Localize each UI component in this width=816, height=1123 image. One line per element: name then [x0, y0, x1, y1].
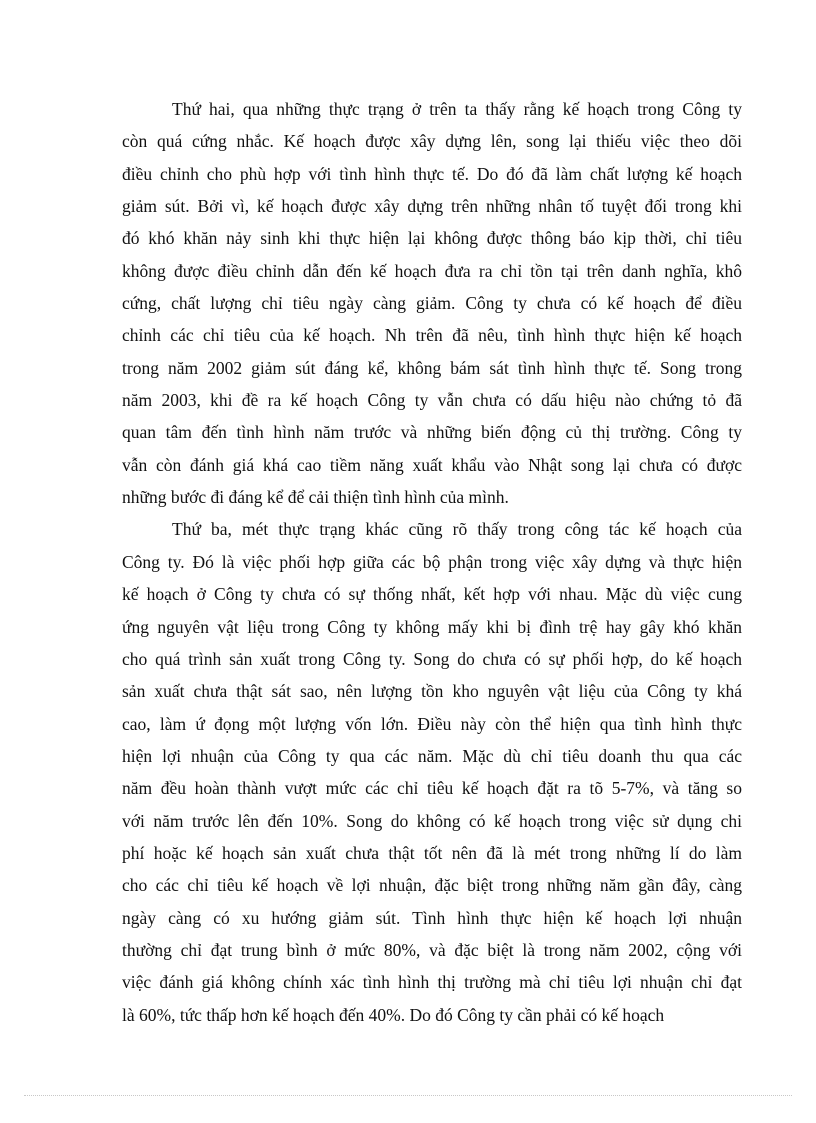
text-line: không được điều chỉnh dẫn đến kế hoạch đưa ra chỉ tồn tại trên danh nghĩa, khô: [122, 260, 742, 281]
text-line: giảm sút. Bởi vì, kế hoạch được xây dựng trên những nhân tố tuyệt đối trong khi: [122, 196, 742, 217]
body-text: [122, 93, 742, 1031]
text-line: đó khó khăn nảy sinh khi thực hiện lại không được thông báo kịp thời, chỉ tiêu: [122, 228, 742, 249]
text-line: Thứ hai, qua những thực trạng ở trên ta thấy rằng kế hoạch trong Công ty: [172, 99, 742, 119]
text-line: ngày càng có xu hướng giảm sút. Tình hình thực hiện kế hoạch lợi nhuận: [122, 907, 742, 928]
text-line: còn quá cứng nhắc. Kế hoạch được xây dựng lên, song lại thiếu việc theo dõi: [122, 131, 742, 152]
text-line: vẫn còn đánh giá khá cao tiềm năng xuất khẩu vào Nhật song lại chưa có được: [122, 454, 742, 475]
text-line: Công ty. Đó là việc phối hợp giữa các bộ phận trong việc xây dựng và thực hiện: [122, 551, 742, 572]
text-line: quan tâm đến tình hình năm trước và những biến động củ thị trường. Công ty: [122, 422, 742, 443]
paragraph-1: [122, 93, 742, 513]
text-line: những bước đi đáng kể để cải thiện tình hình của mình.: [122, 487, 509, 508]
footer-divider: [24, 1095, 792, 1096]
paragraph-2: [122, 513, 742, 1031]
text-line: cao, làm ứ đọng một lượng vốn lớn. Điều này còn thể hiện qua tình hình thực: [122, 713, 742, 734]
text-line: hiện lợi nhuận của Công ty qua các năm. Mặc dù chỉ tiêu doanh thu qua các: [122, 745, 742, 766]
text-line: thường chỉ đạt trung bình ở mức 80%, và đặc biệt là trong năm 2002, cộng với: [122, 939, 742, 960]
text-line: kế hoạch ở Công ty chưa có sự thống nhất, kết hợp với nhau. Mặc dù việc cung: [122, 584, 742, 605]
text-line: sản xuất chưa thật sát sao, nên lượng tồn kho nguyên vật liệu của Công ty khá: [122, 681, 742, 702]
text-line: ứng nguyên vật liệu trong Công ty không mấy khi bị đình trệ hay gây khó khăn: [122, 616, 742, 637]
text-line: việc đánh giá không chính xác tình hình thị trường mà chỉ tiêu lợi nhuận chỉ đạt: [122, 972, 742, 993]
text-line: trong năm 2002 giảm sút đáng kể, không bám sát tình hình thực tế. Song trong: [122, 357, 742, 378]
text-line: năm đều hoàn thành vượt mức các chỉ tiêu kế hoạch đặt ra tõ 5-7%, và tăng so: [122, 778, 742, 799]
text-line: năm 2003, khi đề ra kế hoạch Công ty vẫn chưa có dấu hiệu nào chứng tỏ đã: [122, 390, 742, 411]
text-line: chỉnh các chỉ tiêu của kế hoạch. Nh trên đã nêu, tình hình thực hiện kế hoạch: [122, 325, 742, 346]
text-line: với năm trước lên đến 10%. Song do không có kế hoạch trong việc sử dụng chi: [122, 810, 742, 831]
text-line: cho các chỉ tiêu kế hoạch về lợi nhuận, đặc biệt trong những năm gần đây, càng: [122, 875, 742, 896]
text-line: cứng, chất lượng chỉ tiêu ngày càng giảm. Công ty chưa có kế hoạch để điều: [122, 293, 742, 314]
text-line: là 60%, tức thấp hơn kế hoạch đến 40%. Do đó Công ty cần phải có kế hoạch: [122, 1004, 665, 1025]
text-line: Thứ ba, mét thực trạng khác cũng rõ thấy trong công tác kế hoạch của: [172, 519, 742, 540]
text-line: phí hoặc kế hoạch sản xuất chưa thật tốt nên đã là mét trong những lí do làm: [122, 842, 742, 863]
text-line: cho quá trình sản xuất trong Công ty. Song do chưa có sự phối hợp, do kế hoạch: [122, 648, 742, 669]
text-line: điều chỉnh cho phù hợp với tình hình thực tế. Do đó đã làm chất lượng kế hoạch: [122, 163, 742, 184]
